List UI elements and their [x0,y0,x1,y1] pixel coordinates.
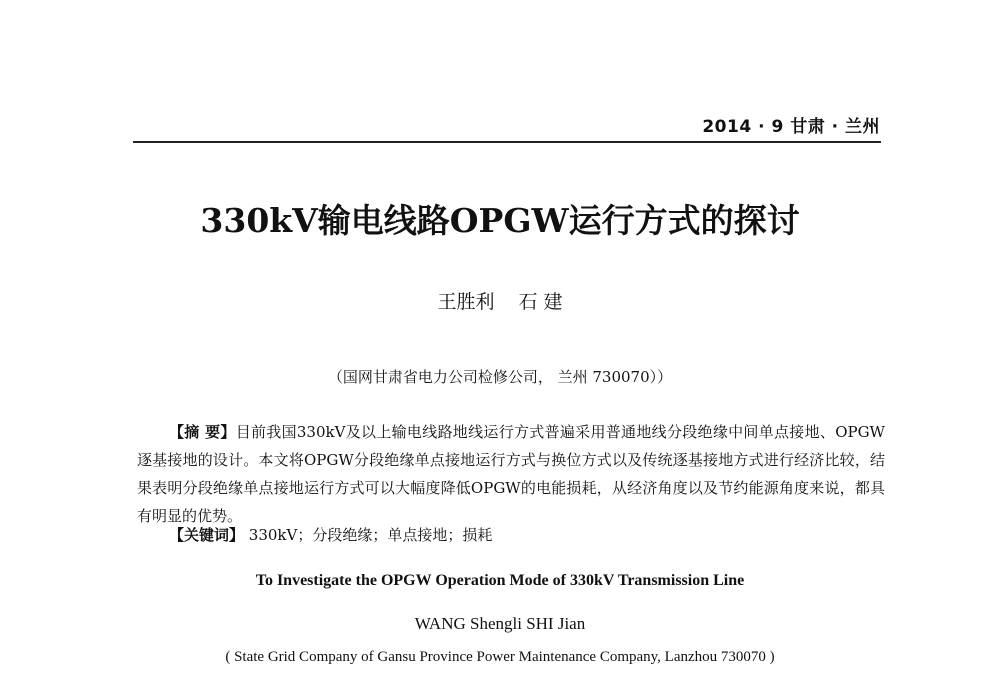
abstract [137,418,885,530]
english-authors: WANG Shengli SHI Jian [414,614,586,633]
abstract-label: 【摘 要】 [169,423,236,441]
keywords [169,522,492,548]
keywords-label: 【关键词】 [169,526,245,544]
affiliation: （国网甘肃省电力公司检修公司， 兰州 730070）） [327,368,673,386]
author-2: 石 建 [518,291,563,313]
header-rule [133,141,881,143]
english-affiliation: ( State Grid Company of Gansu Province Power Maintenance Company, Lanzhou 730070 ) [225,649,775,665]
author-1: 王胜利 [437,291,495,313]
abstract-text: 目前我国330kV及以上输电线路地线运行方式普遍采用普通地线分段绝缘中间单点接地、OPGW逐基接地的设计。本文将OPGW分段绝缘单点接地运行方式与换位方式以及传统逐基接地方式进行经济比较，结果表明分段绝缘单点接地运行方式可以大幅度降低OPGW的电能损耗，从经济角度以及节约能源角度来说，都具有明显的优势。 [137,423,885,525]
english-title: To Investigate the OPGW Operation Mode of 330kV Transmission Line [255,572,745,589]
author-list [0,287,1000,314]
paper-title: 330kV输电线路OPGW运行方式的探讨 [200,201,800,240]
running-head: 2014 · 9 甘肃 · 兰州 [702,117,880,137]
keywords-text: 330kV；分段绝缘；单点接地；损耗 [248,526,493,544]
